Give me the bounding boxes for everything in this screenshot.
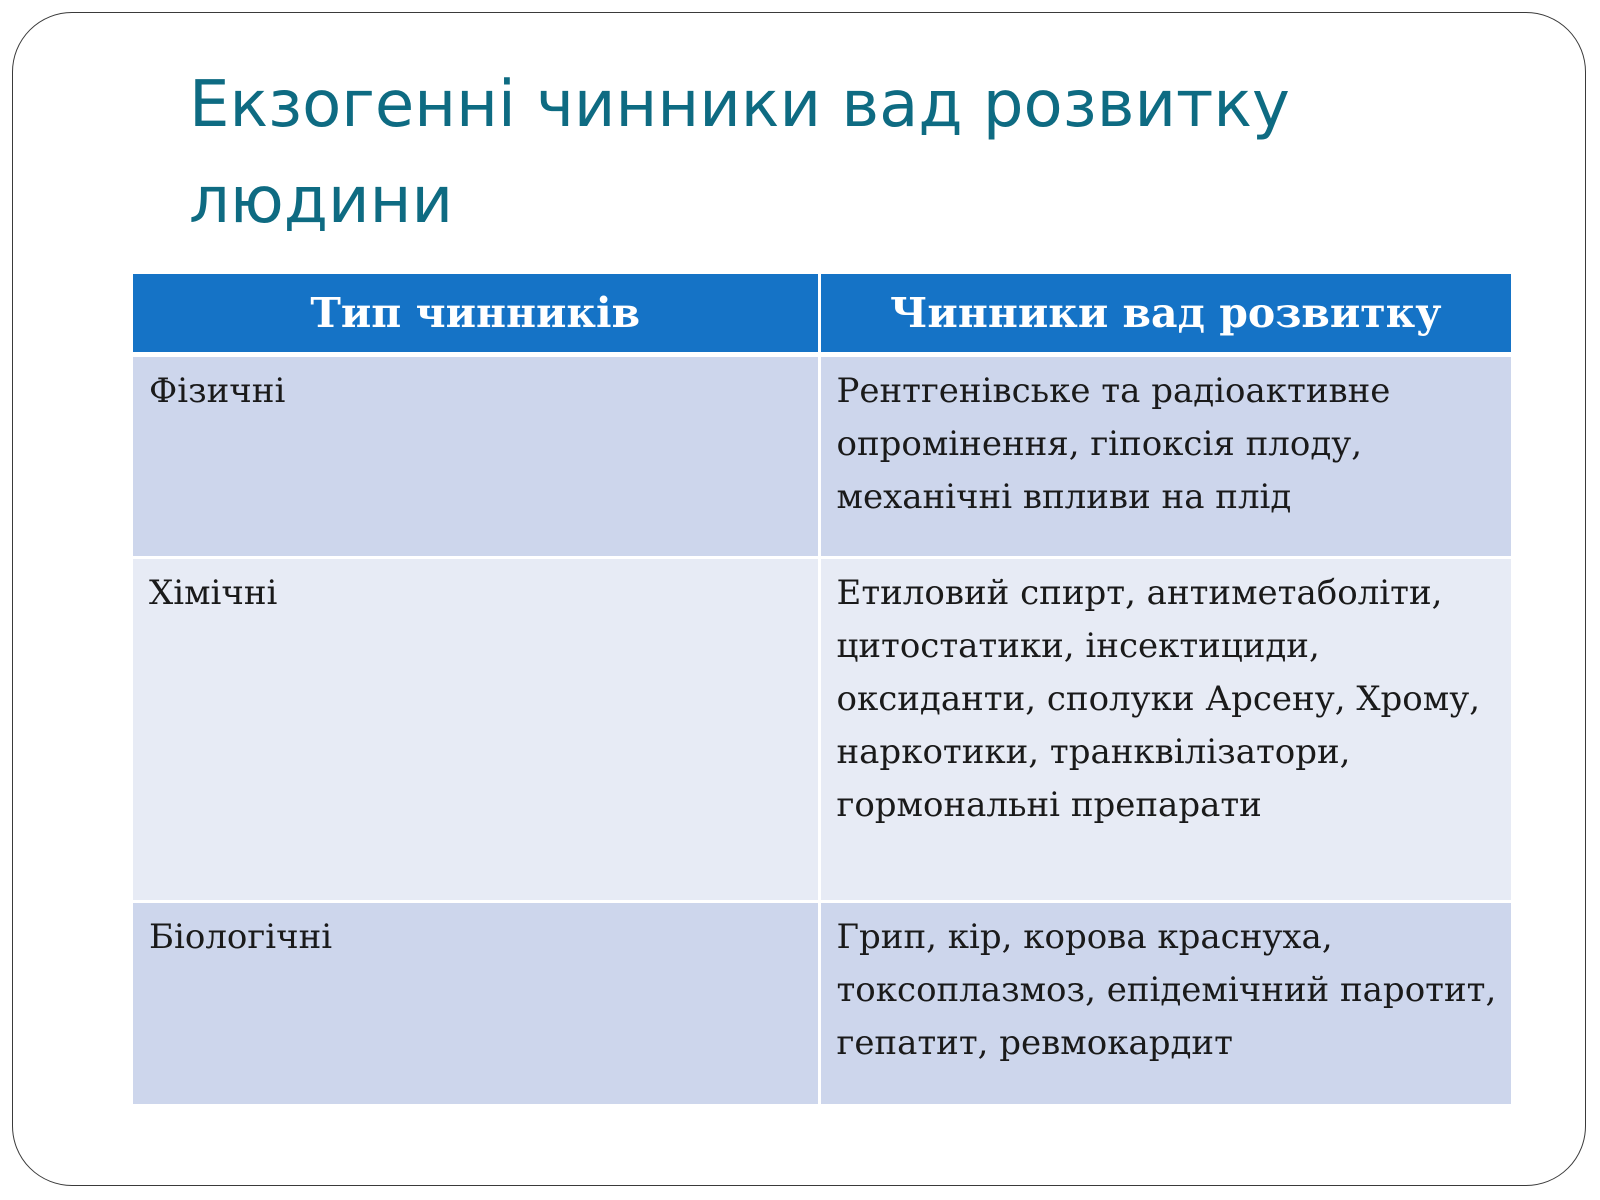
table-row [133,355,1511,558]
slide-title: Екзогенні чинники вад розвитку людини [189,68,1290,238]
cell-type-chemical: Хімічні [133,558,819,902]
factors-table [133,274,1511,1107]
slide-frame [12,12,1586,1186]
header-factors: Чинники вад розвитку [819,274,1511,355]
table-row [133,558,1511,902]
cell-factors-chemical: Етиловий спирт, антиметаболіти, цитостатики, інсектициди, оксиданти, сполуки Арсену, Хрому, наркотики, транквілізатори, гормональні препарати [819,558,1511,902]
cell-type-biological: Біологічні [133,902,819,1106]
cell-factors-physical: Рентгенівське та радіоактивне опромінення, гіпоксія плоду, механічні впливи на плід [819,355,1511,558]
table-row [133,902,1511,1106]
table-header-row [133,274,1511,355]
header-type: Тип чинників [133,274,819,355]
factors-table-container [133,274,1511,1107]
cell-factors-biological: Грип, кір, корова краснуха, токсоплазмоз, епідемічний паротит, гепатит, ревмокардит [819,902,1511,1106]
cell-type-physical: Фізичні [133,355,819,558]
